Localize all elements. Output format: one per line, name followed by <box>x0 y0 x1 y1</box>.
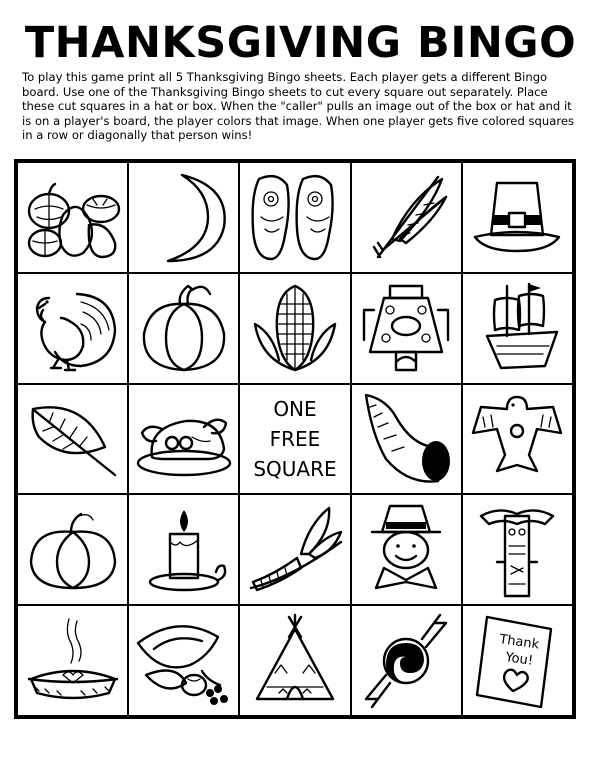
bingo-square-pilgrim-hat[interactable] <box>462 162 573 273</box>
bingo-square-cornucopia[interactable] <box>351 384 462 495</box>
bingo-square-feather-arrow[interactable] <box>239 494 350 605</box>
bingo-square-candy[interactable] <box>351 605 462 716</box>
crescent-moon-icon <box>134 169 234 265</box>
thank-you-line1: Thank <box>498 631 541 653</box>
bingo-square-moccasins[interactable] <box>239 162 350 273</box>
moccasins-icon <box>245 169 345 265</box>
candy-icon <box>356 613 456 709</box>
totem-pole-icon <box>467 502 567 598</box>
free-square-line2: FREE <box>269 426 321 451</box>
pilgrim-hat-icon <box>467 169 567 265</box>
thunderbird-icon <box>467 391 567 487</box>
instructions-text: To play this game print all 5 Thanksgiving Bingo sheets. Each player gets a different Bingo board. Use one of the Thanksgiving Bingo sheets to cut every square out separately. Place these cut squares in a hat or box. When the "caller" pulls an image out of the box or hat and it is on a player's board, the player colors that image. When one player gets five colored squares in a row or diagonally that person wins! <box>22 70 575 143</box>
thank-you-line2: You! <box>504 649 535 669</box>
bingo-square-mayflower[interactable] <box>462 273 573 384</box>
bingo-square-gourds[interactable] <box>17 162 128 273</box>
turkey-icon <box>23 280 123 376</box>
feast-table-icon <box>356 280 456 376</box>
bingo-square-roast-turkey[interactable] <box>128 384 239 495</box>
bingo-board <box>14 159 576 719</box>
free-square-line3: SQUARE <box>253 456 337 481</box>
cornucopia-icon <box>356 391 456 487</box>
bingo-square-small-pumpkin[interactable] <box>17 494 128 605</box>
feather-arrow-icon <box>245 502 345 598</box>
bingo-square-moon[interactable] <box>128 162 239 273</box>
bingo-square-feathers[interactable] <box>351 162 462 273</box>
small-pumpkin-icon <box>23 502 123 598</box>
free-square-line1: ONE <box>273 396 317 421</box>
thank-you-card-icon <box>467 613 567 709</box>
bingo-square-leaf[interactable] <box>17 384 128 495</box>
bingo-square-candle[interactable] <box>128 494 239 605</box>
feathers-icon <box>356 169 456 265</box>
mayflower-ship-icon <box>467 280 567 376</box>
bingo-square-thunderbird[interactable] <box>462 384 573 495</box>
gourds-icon <box>23 169 123 265</box>
bingo-square-totem-pole[interactable] <box>462 494 573 605</box>
leaf-icon <box>23 391 123 487</box>
pilgrim-icon <box>356 502 456 598</box>
teepee-icon <box>245 613 345 709</box>
bingo-square-pilgrim[interactable] <box>351 494 462 605</box>
bingo-square-thank-you-card[interactable] <box>462 605 573 716</box>
corn-icon <box>245 280 345 376</box>
pumpkin-icon <box>134 280 234 376</box>
bingo-square-pie[interactable] <box>17 605 128 716</box>
bingo-square-turkey[interactable] <box>17 273 128 384</box>
bingo-square-corn[interactable] <box>239 273 350 384</box>
roast-turkey-icon <box>134 391 234 487</box>
page-title: THANKSGIVING BINGO <box>24 18 577 68</box>
bingo-square-pumpkin[interactable] <box>128 273 239 384</box>
bingo-square-harvest-basket[interactable] <box>128 605 239 716</box>
candle-icon <box>134 502 234 598</box>
pie-icon <box>23 613 123 709</box>
bingo-square-feast-table[interactable] <box>351 273 462 384</box>
bingo-square-teepee[interactable] <box>239 605 350 716</box>
free-square[interactable] <box>239 384 350 495</box>
harvest-basket-icon <box>134 613 234 709</box>
